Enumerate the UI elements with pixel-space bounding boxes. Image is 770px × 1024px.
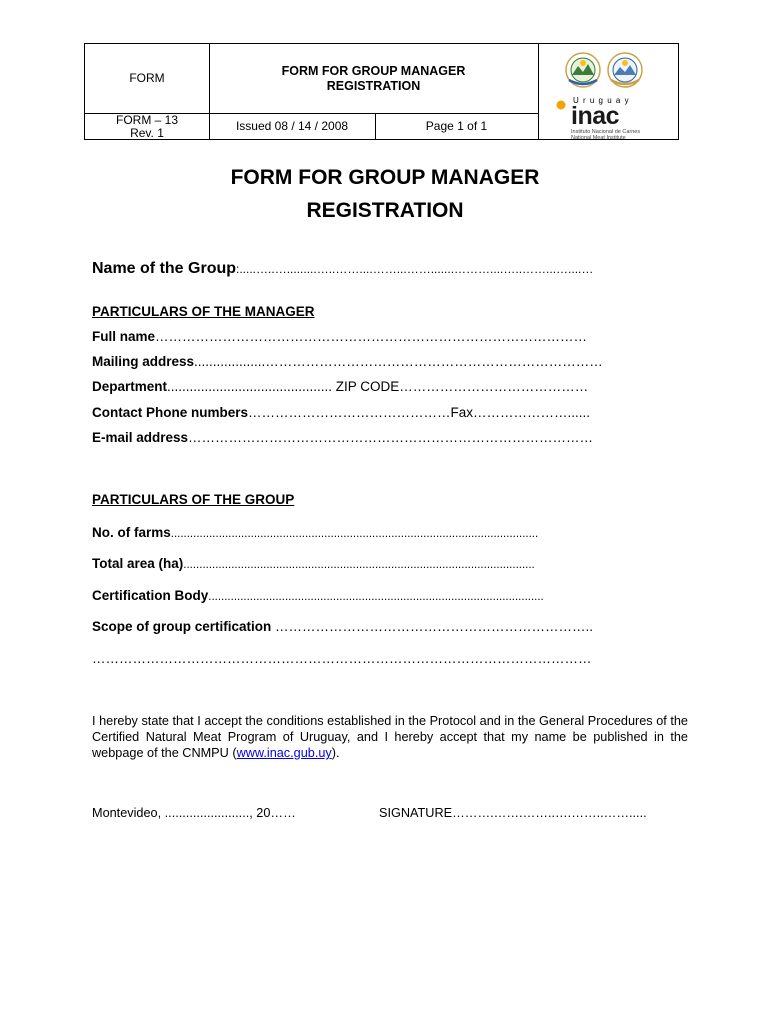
email-field[interactable]: E-mail address……………………………………………………………………………… (92, 430, 594, 445)
page-number: Page 1 of 1 (425, 119, 488, 133)
logo-country: U r u g u a y (573, 96, 630, 105)
department-zip-field[interactable]: Department............................................ ZIP CODE…………………………………… (92, 379, 589, 394)
mailing-address-field[interactable]: Mailing address...................………………………………………………………………… (92, 354, 603, 369)
logo-area (539, 44, 679, 140)
carne-natural-seal-icon (566, 53, 600, 87)
form-label: FORM (129, 71, 165, 85)
page-title-line2: REGISTRATION (306, 199, 464, 222)
phone-fax-field[interactable]: Contact Phone numbers………………………………………Fax…………………...... (92, 405, 591, 420)
place-date-field[interactable]: Montevideo, ........................, 20…… (92, 806, 296, 820)
inac-sun-icon (557, 101, 566, 110)
manager-heading: PARTICULARS OF THE MANAGER (92, 304, 315, 319)
farms-field[interactable]: No. of farms................................................................................................................... (92, 525, 539, 540)
page-title: FORM FOR GROUP MANAGER (230, 166, 540, 189)
issued-date: Issued 08 / 14 / 2008 (235, 119, 349, 133)
certification-body-field[interactable]: Certification Body......................................................................................................... (92, 588, 544, 603)
inac-website-link[interactable]: www.inac.gub.uy (236, 746, 332, 760)
logo-subtitle: Instituto Nacional de Carnes National Meat Institute (571, 129, 641, 141)
scope-extra-line[interactable]: ………………………………………………………………………………………………… (92, 651, 592, 666)
total-area-field[interactable]: Total area (ha).............................................................................................................. (92, 556, 535, 571)
logo-name: inac (571, 102, 620, 130)
signature-field[interactable]: SIGNATURE……….…….……..….……..……..... (379, 806, 647, 820)
scope-field[interactable]: Scope of group certification …………………………………………………………….. (92, 619, 594, 634)
group-name-field[interactable]: Name of the Group:.....…..….........…..……....……...…….......………....…..……...…....… (92, 260, 594, 277)
header-form-title: FORM FOR GROUP MANAGER REGISTRATION (281, 63, 466, 93)
group-name-label: Name of the Group (92, 260, 237, 277)
full-name-field[interactable]: Full name…………………………………………………………………………………… (92, 329, 588, 344)
group-heading: PARTICULARS OF THE GROUP (92, 492, 295, 507)
declaration-paragraph: I hereby state that I accept the conditions established in the Protocol and in the General Procedures of the Certified Natural Meat Program of Uruguay, and I hereby accept that my name be published in the webpage of the CNMPU (www.inac.gub.uy). (92, 714, 688, 760)
form-number: FORM – 13 Rev. 1 (115, 112, 178, 140)
uruguay-seal-icon (608, 53, 642, 87)
header-table (84, 43, 679, 140)
